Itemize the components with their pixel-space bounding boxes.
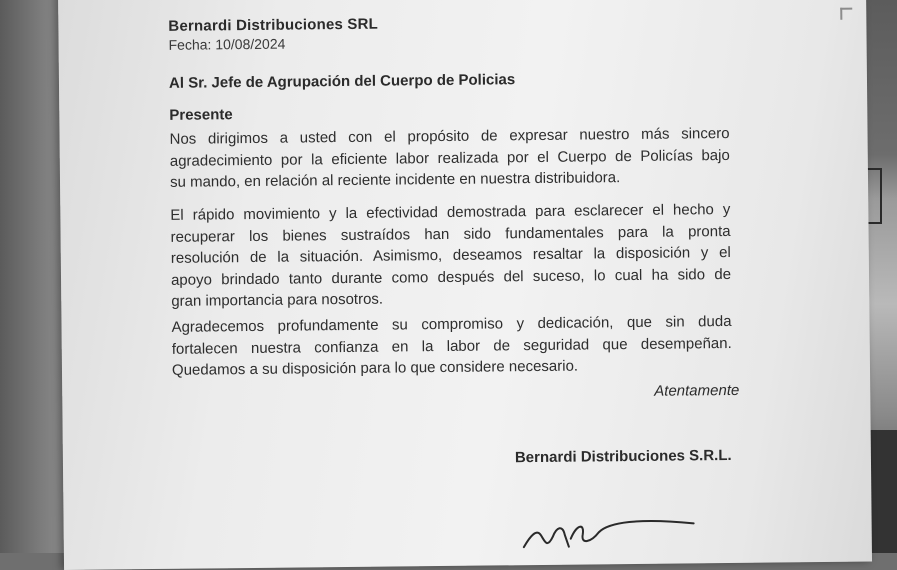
paragraph-line: El rápido movimiento y la efectividad demostrada para esclarecer el hecho y: [170, 200, 731, 224]
letter-recipient: Al Sr. Jefe de Agrupación del Cuerpo de Policias: [168, 71, 516, 92]
paragraph-line: agradecimiento por la eficiente labor realizada por el Cuerpo de Policías bajo: [169, 146, 730, 170]
paragraph-line: Nos dirigimos a usted con el propósito de expresar nuestro más sincero: [169, 124, 730, 148]
paragraph-line: Quedamos a su disposición para lo que considere necesario.: [171, 357, 579, 380]
letter-signature-name: Bernardi Distribuciones S.R.L.: [514, 446, 732, 467]
paragraph-line: apoyo brindado tanto durante como después del suceso, lo cual ha sido de: [170, 265, 732, 289]
handwritten-signature: [518, 503, 698, 550]
paragraph-3: [171, 311, 732, 382]
paragraph-line: recuperar los bienes sustraídos han sido fundamentales para la pronta: [170, 222, 731, 246]
paragraph-line: resolución de la situación. Asimismo, deseamos resaltar la disposición y el: [170, 244, 731, 268]
letter-company: Bernardi Distribuciones SRL: [168, 15, 379, 35]
paragraph-line: gran importancia para nosotros.: [171, 290, 384, 311]
paragraph-line: Agradecemos profundamente su compromiso y dedicación, que sin duda: [171, 312, 732, 336]
paragraph-line: su mando, en relación al reciente incidente en nuestra distribuidora.: [169, 169, 621, 192]
letter-closing: Atentamente: [654, 381, 740, 400]
letter-paper: [58, 0, 872, 570]
signature-stroke: [524, 521, 694, 548]
corner-mark: [840, 8, 852, 20]
paragraph-2: [170, 199, 731, 313]
paragraph-1: [169, 123, 730, 194]
letter-date: Fecha: 10/08/2024: [168, 35, 286, 53]
paragraph-line: fortalecen nuestra confianza en la labor de seguridad que desempeñan.: [171, 334, 732, 358]
letter-greeting: Presente: [169, 106, 233, 124]
